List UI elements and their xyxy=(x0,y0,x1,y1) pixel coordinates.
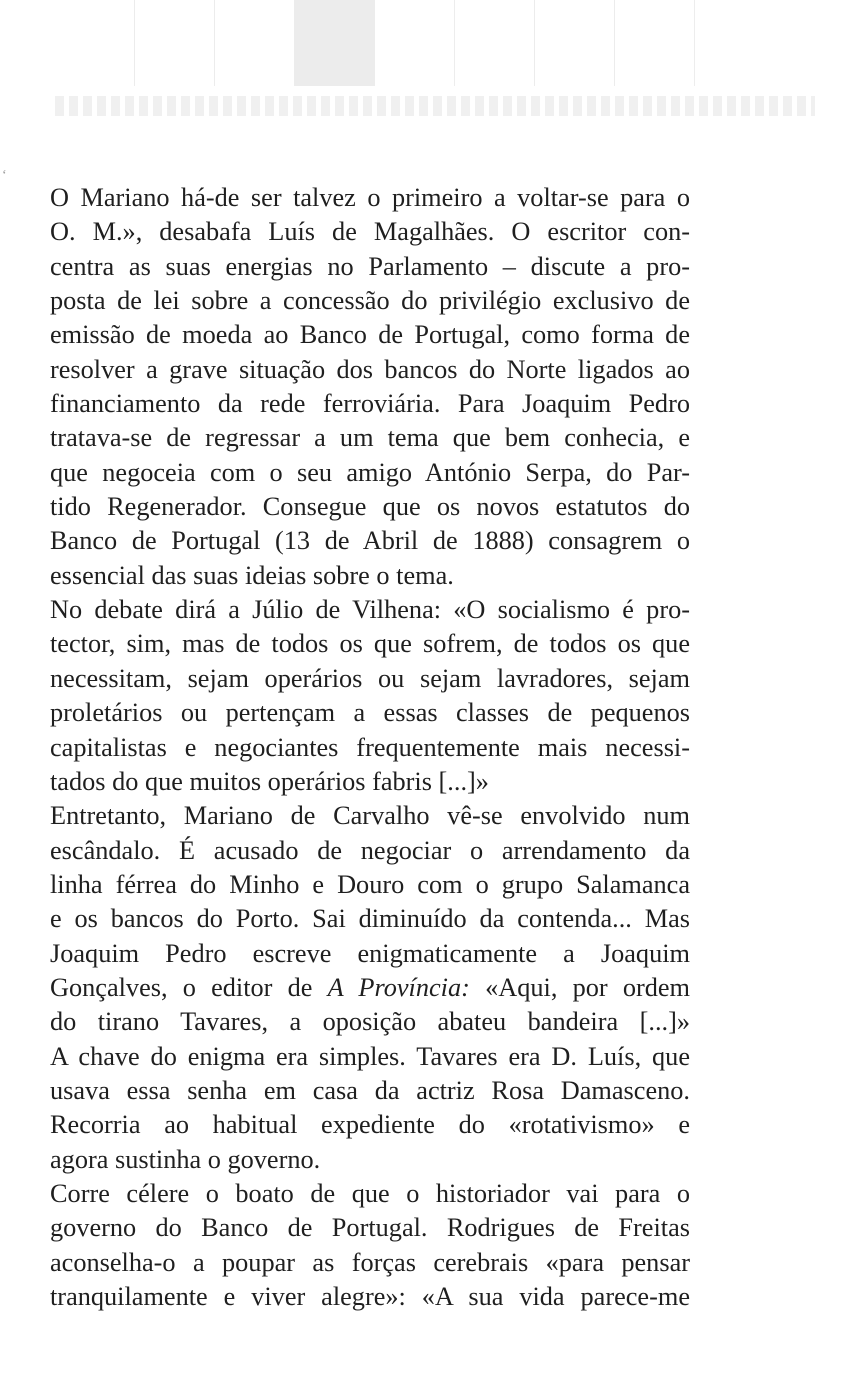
text-line: necessitam, sejam operários ou sejam lavradores, sejam xyxy=(50,663,690,693)
text-line: do tirano Tavares, a oposição abateu bandeira [...]» xyxy=(50,1007,690,1037)
text-line: No debate dirá a Júlio de Vilhena: «O socialismo é pro- xyxy=(50,595,690,625)
show-through-header xyxy=(55,96,815,116)
text-line: tados do que muitos operários fabris [...]» xyxy=(50,766,489,796)
text-line: A chave do enigma era simples. Tavares era D. Luís, que xyxy=(50,1041,690,1071)
text-line: tector, sim, mas de todos os que sofrem, de todos os que xyxy=(50,629,690,659)
text-line: Joaquim Pedro escreve enigmaticamente a Joaquim xyxy=(50,938,690,968)
text-line: Recorria ao habitual expediente do «rotativismo» e xyxy=(50,1110,690,1140)
text-segment: «Aqui, por ordem xyxy=(469,972,690,1002)
text-line: e os bancos do Porto. Sai diminuído da contenda... Mas xyxy=(50,904,690,934)
text-line: tido Regenerador. Consegue que os novos estatutos do xyxy=(50,492,690,522)
text-line: O. M.», desabafa Luís de Magalhães. O escritor con- xyxy=(50,217,690,247)
show-through-table xyxy=(55,0,695,86)
text-line: financiamento da rede ferroviária. Para Joaquim Pedro xyxy=(50,389,690,419)
text-line: centra as suas energias no Parlamento – discute a pro- xyxy=(50,251,690,281)
text-line: tratava-se de regressar a um tema que bem conhecia, e xyxy=(50,423,690,453)
text-line: essencial das suas ideias sobre o tema. xyxy=(50,560,454,590)
text-line: que negoceia com o seu amigo António Serpa, do Par- xyxy=(50,457,690,487)
book-page-body xyxy=(50,181,690,1314)
text-line: tranquilamente e viver alegre»: «A sua vida parece-me xyxy=(50,1282,690,1311)
text-line: governo do Banco de Portugal. Rodrigues de Freitas xyxy=(50,1213,690,1243)
text-line: proletários ou pertençam a essas classes de pequenos xyxy=(50,698,690,728)
text-line: escândalo. É acusado de negociar o arrendamento da xyxy=(50,835,690,865)
text-line: emissão de moeda ao Banco de Portugal, como forma de xyxy=(50,320,690,350)
text-line: aconselha-o a poupar as forças cerebrais «para pensar xyxy=(50,1247,690,1277)
text-segment: Gonçalves, o editor de xyxy=(50,972,328,1002)
text-line: usava essa senha em casa da actriz Rosa Damasceno. xyxy=(50,1075,690,1105)
margin-mark: ‘ xyxy=(2,168,7,183)
text-line: posta de lei sobre a concessão do privilégio exclusivo de xyxy=(50,286,690,316)
text-line: capitalistas e negociantes frequentemente mais necessi- xyxy=(50,732,690,762)
text-line: Entretanto, Mariano de Carvalho vê-se envolvido num xyxy=(50,801,690,831)
text-line: agora sustinha o governo. xyxy=(50,1144,321,1174)
text-line xyxy=(50,971,690,1005)
newspaper-title: A Província: xyxy=(327,972,470,1002)
text-line: linha férrea do Minho e Douro com o grupo Salamanca xyxy=(50,869,690,899)
text-line: O Mariano há-de ser talvez o primeiro a voltar-se para o xyxy=(50,183,690,212)
text-line: resolver a grave situação dos bancos do Norte ligados ao xyxy=(50,354,690,384)
text-line: Corre célere o boato de que o historiador vai para o xyxy=(50,1178,690,1208)
text-line: Banco de Portugal (13 de Abril de 1888) consagrem o xyxy=(50,526,690,556)
